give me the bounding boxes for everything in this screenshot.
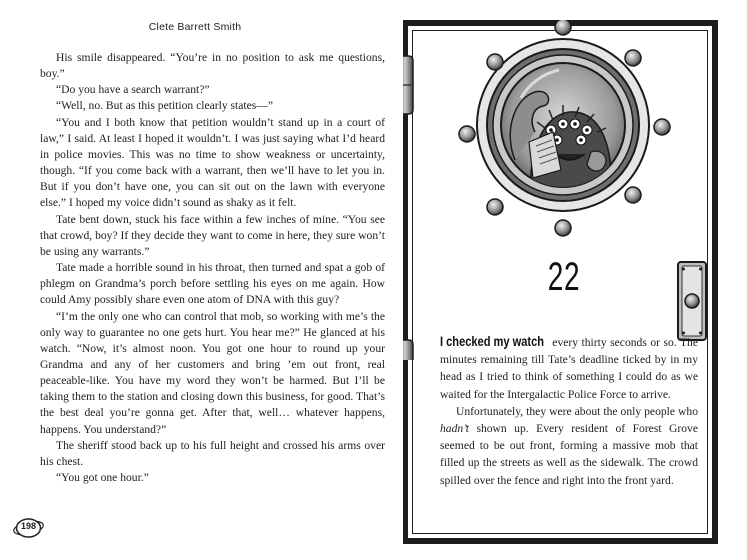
paragraph: “You and I both know that petition wouldn’t stand up in a court of law,” I said. At least I hoped it wouldn’t. I was just saying what I’d heard in police movies. This was no time to show weakness or uncertainty, though. “If you come back with a warrant, then we’ll have to let you in. But if you don’t have one, you can sit out on the lawn with everyone else.” I hoped my voice didn’t sound as shaky as it felt. <box>40 115 385 210</box>
chapter-number: 22 <box>547 255 581 299</box>
page-number-badge <box>12 516 45 540</box>
hinge-bottom-icon <box>403 340 413 360</box>
paragraph <box>440 403 698 489</box>
running-header: Clete Barrett Smith <box>148 21 242 33</box>
paragraph: “I’m the only one who can control that mob, so working with me’s the only way to guarantee no one gets hurt. You hear me?” He glanced at his watch. “Now, it’s almost noon. You got one hour to round up your Grandma and any of her customers and bring ’em out front, real peaceable-like. You have my word they won’t be harmed. But I’ll be taking them to the station and closing down this business, for good. That’s the best deal you’re gonna get. After that, well… whatever happens, happens. You understand?” <box>40 309 385 436</box>
paragraph: Tate made a horrible sound in his throat, then turned and spat a gob of phlegm on Grandma’s porch before settling his eyes on me again. How could Amy possibly share even one atom of DNA with this guy? <box>40 261 385 307</box>
paragraph: “You got one hour.” <box>56 471 149 485</box>
paragraph-text: shown up. Every resident of Forest Grove seemed to be out front, forming a massive mob that filled up the streets as well as the sidewalk. The crowd spilled over the fence and right into the front yard. <box>440 422 698 487</box>
chapter-text <box>440 333 698 489</box>
emphasis-text: hadn’t <box>440 422 469 436</box>
chapter-lead-in: I checked my watch <box>440 334 544 349</box>
page-number: 198 <box>20 521 37 531</box>
porthole-illustration <box>403 20 723 360</box>
paragraph: “Do you have a search warrant?” <box>56 83 210 97</box>
door-button-icon <box>678 262 706 340</box>
paragraph: Tate bent down, stuck his face within a few inches of mine. “You see that crowd, boy? If they decide they want to come in here, they sure won’t be using any warrants.” <box>40 212 385 258</box>
paragraph: “Well, no. But as this petition clearly states—” <box>56 99 274 113</box>
paragraph <box>440 333 698 403</box>
paragraph: His smile disappeared. “You’re in no position to ask me questions, boy.” <box>40 51 385 81</box>
left-page-text <box>40 50 385 486</box>
paragraph-text: Unfortunately, they were about the only people who <box>456 404 698 418</box>
hinge-top-icon <box>403 56 413 114</box>
paragraph: The sheriff stood back up to his full height and crossed his arms over his chest. <box>40 438 385 468</box>
paragraph-text: every thirty seconds or so. The minutes remaining till Tate’s deadline ticked by in my head as I tried to think of something I could do as we waited for the Intergalactic Police Force to arrive. <box>440 336 698 401</box>
